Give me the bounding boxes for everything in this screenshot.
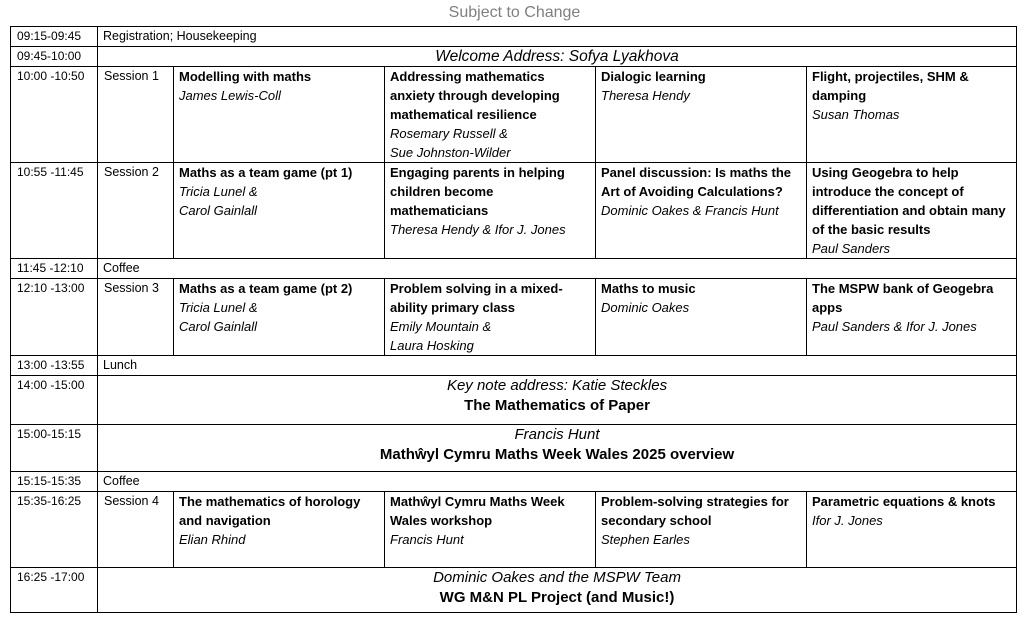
- session-label: Session 3: [98, 279, 174, 356]
- presenter: Paul Sanders & Ifor J. Jones: [812, 319, 977, 334]
- talk-cell: [385, 279, 596, 356]
- row-session-3: [11, 279, 1017, 356]
- row-session-2: [11, 163, 1017, 259]
- time-cell: 15:15-15:35: [11, 472, 98, 492]
- talk-cell: [174, 67, 385, 163]
- lunch-label: Lunch: [98, 356, 1017, 376]
- row-coffee-2: [11, 472, 1017, 492]
- row-closing: [11, 568, 1017, 613]
- talk-cell: [385, 67, 596, 163]
- closing-cell: [98, 568, 1017, 613]
- talk-cell: [807, 67, 1017, 163]
- talk-cell: [596, 67, 807, 163]
- session-label: Session 4: [98, 492, 174, 568]
- talk-title: Problem solving in a mixed-ability primary class: [390, 281, 563, 315]
- time-cell: 12:10 -13:00: [11, 279, 98, 356]
- subject-to-change-caption: Subject to Change: [448, 4, 581, 21]
- schedule-table: [10, 26, 1017, 613]
- row-session-4: [11, 492, 1017, 568]
- presenter: Stephen Earles: [601, 532, 690, 547]
- presenter: Tricia Lunel &: [179, 300, 258, 315]
- welcome-address: Welcome Address: Sofya Lyakhova: [98, 47, 1017, 67]
- presenter: Dominic Oakes & Francis Hunt: [601, 203, 779, 218]
- presenter: Theresa Hendy & Ifor J. Jones: [390, 222, 566, 237]
- time-cell: 11:45 -12:10: [11, 259, 98, 279]
- presenter: Sue Johnston-Wilder: [390, 145, 511, 160]
- row-keynote: [11, 376, 1017, 425]
- time-cell: 14:00 -15:00: [11, 376, 98, 425]
- closing-speaker: Dominic Oakes and the MSPW Team: [433, 569, 681, 586]
- coffee-label: Coffee: [98, 472, 1017, 492]
- row-registration: [11, 27, 1017, 47]
- presenter: Francis Hunt: [390, 532, 464, 547]
- talk-cell: [385, 163, 596, 259]
- talk-cell: [807, 163, 1017, 259]
- talk-cell: [385, 492, 596, 568]
- talk-cell: [174, 163, 385, 259]
- talk-title: Mathŵyl Cymru Maths Week Wales workshop: [390, 494, 565, 528]
- talk-cell: [174, 492, 385, 568]
- talk-title: Dialogic learning: [601, 69, 706, 84]
- time-cell: 15:35-16:25: [11, 492, 98, 568]
- talk-cell: [596, 492, 807, 568]
- presenter: Paul Sanders: [812, 241, 891, 256]
- overview-speaker: Francis Hunt: [514, 426, 600, 443]
- talk-title: Maths as a team game (pt 2): [179, 281, 353, 296]
- time-cell: 15:00-15:15: [11, 425, 98, 472]
- registration-label: Registration; Housekeeping: [98, 27, 1017, 47]
- row-overview: [11, 425, 1017, 472]
- closing-title: WG M&N PL Project (and Music!): [439, 589, 675, 606]
- talk-cell: [807, 279, 1017, 356]
- time-cell: 09:45-10:00: [11, 47, 98, 67]
- talk-title: Using Geogebra to help introduce the concept of differentiation and obtain many of the basic results: [812, 165, 1006, 237]
- talk-title: The mathematics of horology and navigation: [179, 494, 361, 528]
- presenter: James Lewis-Coll: [179, 88, 281, 103]
- overview-title: Mathŵyl Cymru Maths Week Wales 2025 overview: [379, 446, 735, 463]
- presenter: Dominic Oakes: [601, 300, 690, 315]
- talk-title: Engaging parents in helping children become mathematicians: [390, 165, 565, 218]
- talk-cell: [596, 163, 807, 259]
- talk-title: Panel discussion: Is maths the Art of Avoiding Calculations?: [601, 165, 791, 199]
- talk-title: Modelling with maths: [179, 69, 312, 84]
- talk-title: Addressing mathematics anxiety through developing mathematical resilience: [390, 69, 560, 122]
- time-cell: 16:25 -17:00: [11, 568, 98, 613]
- presenter: Carol Gainlall: [179, 319, 258, 334]
- row-session-1: [11, 67, 1017, 163]
- time-cell: 13:00 -13:55: [11, 356, 98, 376]
- talk-title: Problem-solving strategies for secondary school: [601, 494, 789, 528]
- row-lunch: [11, 356, 1017, 376]
- presenter: Carol Gainlall: [179, 203, 258, 218]
- keynote-title: The Mathematics of Paper: [464, 397, 650, 414]
- presenter: Laura Hosking: [390, 338, 474, 353]
- presenter: Ifor J. Jones: [812, 513, 883, 528]
- time-cell: 10:00 -10:50: [11, 67, 98, 163]
- talk-title: The MSPW bank of Geogebra apps: [812, 281, 994, 315]
- presenter: Emily Mountain &: [390, 319, 492, 334]
- row-welcome: [11, 47, 1017, 67]
- overview-cell: [98, 425, 1017, 472]
- session-label: Session 2: [98, 163, 174, 259]
- presenter: Elian Rhind: [179, 532, 246, 547]
- time-cell: 10:55 -11:45: [11, 163, 98, 259]
- keynote-speaker: Key note address: Katie Steckles: [446, 377, 668, 394]
- talk-title: Maths as a team game (pt 1): [179, 165, 353, 180]
- presenter: Theresa Hendy: [601, 88, 690, 103]
- coffee-label: Coffee: [98, 259, 1017, 279]
- keynote-cell: [98, 376, 1017, 425]
- talk-cell: [596, 279, 807, 356]
- talk-title: Maths to music: [601, 281, 696, 296]
- talk-cell: [807, 492, 1017, 568]
- time-cell: 09:15-09:45: [11, 27, 98, 47]
- talk-title: Flight, projectiles, SHM & damping: [812, 69, 969, 103]
- presenter: Tricia Lunel &: [179, 184, 258, 199]
- presenter: Susan Thomas: [812, 107, 900, 122]
- row-coffee-1: [11, 259, 1017, 279]
- talk-cell: [174, 279, 385, 356]
- session-label: Session 1: [98, 67, 174, 163]
- presenter: Rosemary Russell &: [390, 126, 508, 141]
- talk-title: Parametric equations & knots: [812, 494, 996, 509]
